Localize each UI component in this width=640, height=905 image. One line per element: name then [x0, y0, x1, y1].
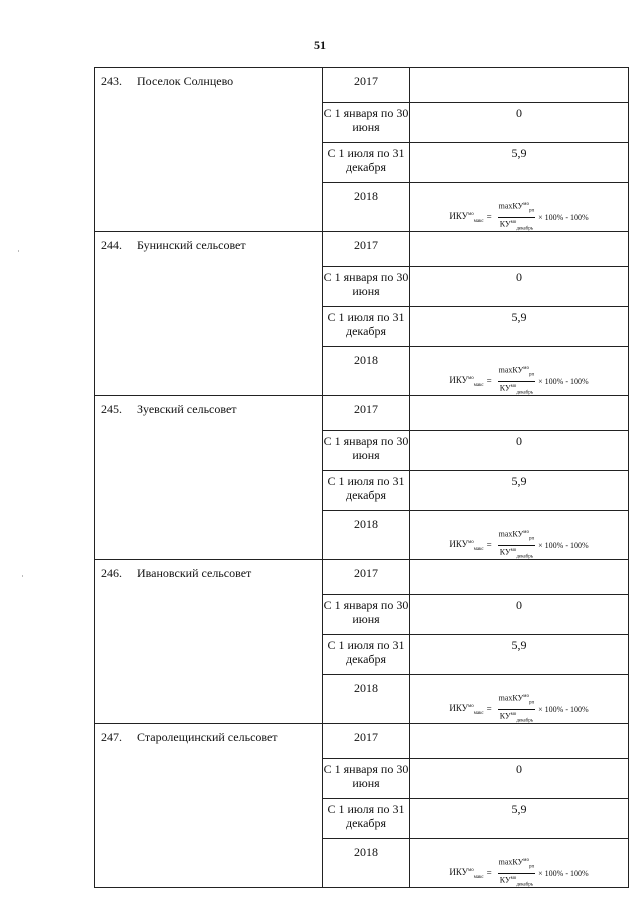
value-second-half: 5,9 [410, 799, 629, 839]
settlement-name: Зуевский сельсовет [137, 402, 237, 416]
settlement-name: Бунинский сельсовет [137, 238, 246, 252]
settlement-name: Ивановский сельсовет [137, 566, 252, 580]
period-2018: 2018 [323, 839, 410, 888]
settlement-cell [95, 232, 323, 396]
row-number: 244. [101, 238, 122, 252]
table-row [95, 560, 629, 595]
index-formula: $ИКУ^{мо}_{макс}$ = $\frac{\max КУ^{мо}_{рп}}{КУ^{мо}_{декабрь}}$ × 100% - 100% [449, 529, 589, 559]
tariff-table-body [95, 68, 629, 888]
value-2017 [410, 232, 629, 267]
row-number: 245. [101, 402, 122, 416]
tariff-table [94, 67, 629, 888]
value-2017 [410, 68, 629, 103]
settlement-cell [95, 68, 323, 232]
index-formula: $ИКУ^{мо}_{макс}$ = $\frac{\max КУ^{мо}_{рп}}{КУ^{мо}_{декабрь}}$ × 100% - 100% [449, 201, 589, 231]
table-row [95, 396, 629, 431]
period-first-half: С 1 января по 30 июня [323, 595, 410, 635]
formula-cell [410, 183, 629, 232]
period-first-half: С 1 января по 30 июня [323, 267, 410, 307]
settlement-name: Старолещинский сельсовет [137, 730, 278, 744]
period-second-half: С 1 июля по 31 декабря [323, 471, 410, 511]
formula-cell [410, 675, 629, 724]
value-2017 [410, 724, 629, 759]
value-first-half: 0 [410, 431, 629, 471]
index-formula: $ИКУ^{мо}_{макс}$ = $\frac{\max КУ^{мо}_{рп}}{КУ^{мо}_{декабрь}}$ × 100% - 100% [449, 365, 589, 395]
period-2018: 2018 [323, 675, 410, 724]
value-2017 [410, 396, 629, 431]
value-second-half: 5,9 [410, 143, 629, 183]
settlement-name: Поселок Солнцево [137, 74, 234, 88]
formula-cell [410, 347, 629, 396]
table-row [95, 68, 629, 103]
period-2017: 2017 [323, 68, 410, 103]
value-first-half: 0 [410, 759, 629, 799]
row-number: 246. [101, 566, 122, 580]
period-2018: 2018 [323, 347, 410, 396]
value-first-half: 0 [410, 103, 629, 143]
period-second-half: С 1 июля по 31 декабря [323, 307, 410, 347]
period-2017: 2017 [323, 232, 410, 267]
formula-cell [410, 511, 629, 560]
settlement-cell [95, 560, 323, 724]
period-first-half: С 1 января по 30 июня [323, 103, 410, 143]
value-second-half: 5,9 [410, 635, 629, 675]
value-first-half: 0 [410, 267, 629, 307]
period-first-half: С 1 января по 30 июня [323, 431, 410, 471]
value-2017 [410, 560, 629, 595]
value-second-half: 5,9 [410, 471, 629, 511]
settlement-cell [95, 396, 323, 560]
page-number: 51 [314, 38, 326, 52]
period-2018: 2018 [323, 511, 410, 560]
period-second-half: С 1 июля по 31 декабря [323, 143, 410, 183]
settlement-cell [95, 724, 323, 888]
formula-cell [410, 839, 629, 888]
value-second-half: 5,9 [410, 307, 629, 347]
scan-speck [22, 575, 23, 577]
index-formula: $ИКУ^{мо}_{макс}$ = $\frac{\max КУ^{мо}_{рп}}{КУ^{мо}_{декабрь}}$ × 100% - 100% [449, 693, 589, 723]
period-second-half: С 1 июля по 31 декабря [323, 635, 410, 675]
period-2018: 2018 [323, 183, 410, 232]
row-number: 243. [101, 74, 122, 88]
period-first-half: С 1 января по 30 июня [323, 759, 410, 799]
scan-speck [18, 250, 19, 252]
period-2017: 2017 [323, 396, 410, 431]
table-row [95, 232, 629, 267]
period-second-half: С 1 июля по 31 декабря [323, 799, 410, 839]
value-first-half: 0 [410, 595, 629, 635]
period-2017: 2017 [323, 724, 410, 759]
index-formula: $ИКУ^{мо}_{макс}$ = $\frac{\max КУ^{мо}_{рп}}{КУ^{мо}_{декабрь}}$ × 100% - 100% [449, 857, 589, 887]
row-number: 247. [101, 730, 122, 744]
table-row [95, 724, 629, 759]
period-2017: 2017 [323, 560, 410, 595]
